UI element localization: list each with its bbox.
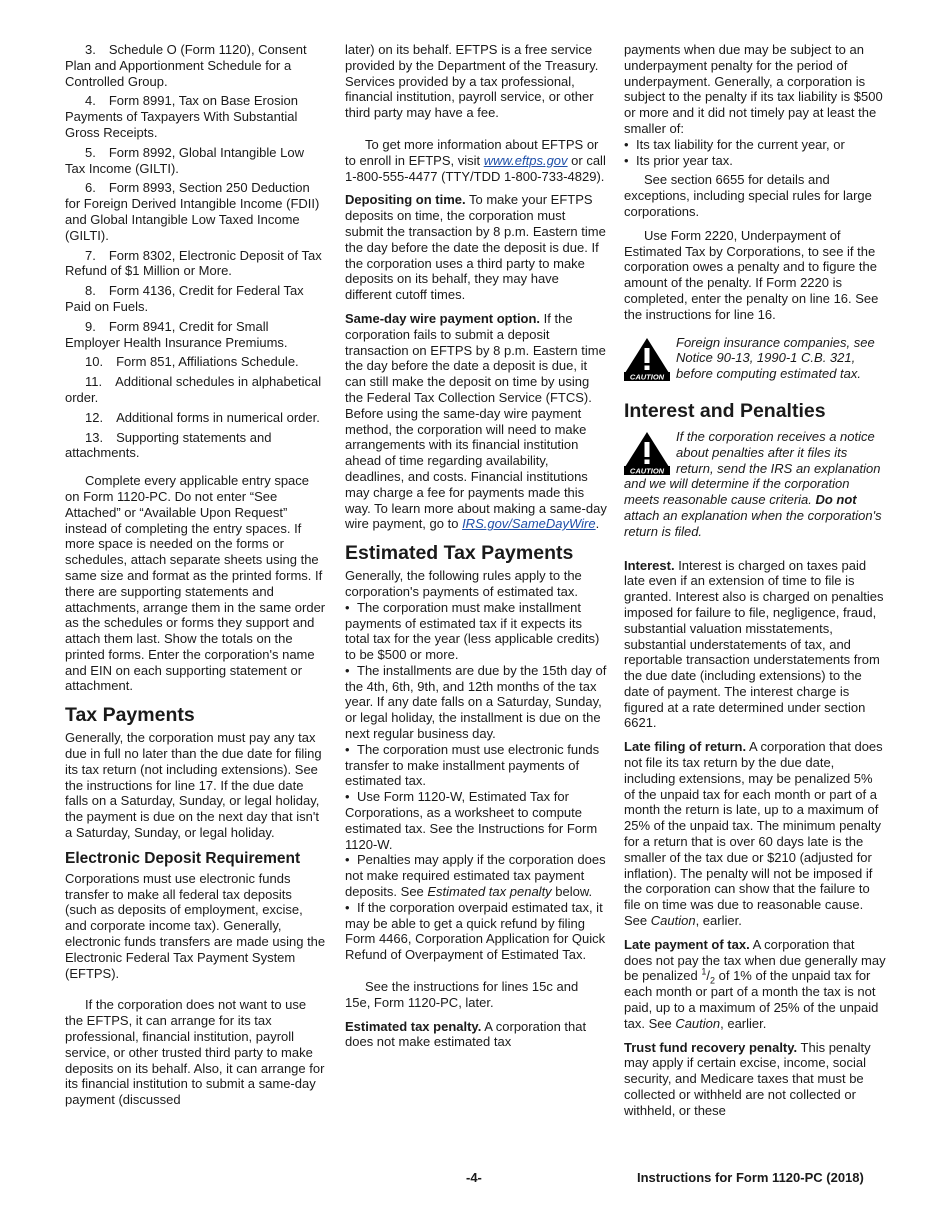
list-item — [345, 600, 607, 663]
penalty-continued-paragraph: payments when due may be subject to an underpayment penalty for the period of underpayment. Generally, a corporation is subject to the penalty if its tax liability is $500 or more and it did not timely pay at least the smaller of: — [624, 42, 883, 136]
caution-penalty-notice — [624, 429, 886, 540]
eftps-info-paragraph — [345, 137, 607, 184]
late-payment-heading: Late payment of tax. — [624, 936, 750, 952]
depositing-on-time-paragraph — [345, 192, 607, 303]
list-item — [345, 663, 607, 742]
estimated-tax-payments-heading: Estimated Tax Payments — [345, 542, 574, 565]
eftps-info-text: To get more information about EFTPS or to enroll in EFTPS, visit — [345, 136, 599, 168]
fraction-denominator: 2 — [709, 976, 715, 987]
column-2 — [345, 42, 607, 1058]
svg-text:CAUTION: CAUTION — [629, 466, 665, 475]
eftps-alternative-paragraph: If the corporation does not want to use the EFTPS, it can arrange for its tax professional, financial institution, payroll service, or other trusted third party to make deposits on its behalf. Also, it can arrange for its financial institution to submit a same-day payment (discussed — [65, 997, 325, 1108]
list-item: 6. Form 8993, Section 250 Deduction for Foreign Derived Intangible Income (FDII) and Global Intangible Low Taxed Income (GILTI). — [65, 180, 320, 243]
interest-paragraph — [624, 558, 886, 732]
complete-entry-paragraph: Complete every applicable entry space on Form 1120-PC. Do not enter “See Attached” or “Available Upon Request” instead of completing the entry spaces. If more space is needed on the forms or schedules, attach separate sheets using the same size and format as the printed forms. If there are supporting statements and attachments, arrange them in the same order as the schedules or forms they support and attach them last. Show the totals on the printed forms. Enter the corporation's name and EIN on each supporting statement or attachment. — [65, 473, 326, 694]
late-filing-paragraph — [624, 739, 886, 929]
caution-text: Foreign insurance companies, see Notice 90-13, 1990-1 C.B. 321, before computing estimated tax. — [676, 334, 875, 382]
list-item — [624, 137, 886, 153]
list-item — [624, 153, 886, 169]
column-1 — [65, 42, 327, 1116]
interest-text: Interest is charged on taxes paid late even if an extension of time to file is granted. Interest also is charged on penalties imposed for failure to file, negligence, fraud, substantial valuation misstatements, substantial understatements of tax, and reportable transaction understatements from the due date (including extensions) to the date of payment. The interest charge is figured at a rate determined under section 6621. — [624, 557, 884, 731]
interest-heading: Interest. — [624, 557, 675, 573]
eftps-continued-paragraph: later) on its behalf. EFTPS is a free service provided by the Department of the Treasury. Services provided by a tax professional, financial institution, payroll service, or other third party may have a fee. — [345, 42, 599, 121]
bullet-icon: • — [345, 662, 350, 678]
depositing-on-time-heading: Depositing on time. — [345, 192, 466, 208]
caution-text: If the corporation receives a notice about penalties after it files its return, send the IRS an explanation and we will determine if the corporation meets reasonable cause criteria. — [624, 428, 881, 508]
footer-form-title: Instructions for Form 1120-PC (2018) — [637, 1170, 864, 1185]
interest-and-penalties-heading: Interest and Penalties — [624, 399, 826, 422]
estimated-tax-penalty-text: A corporation that does not make estimated tax — [345, 1018, 587, 1050]
bullet-icon: • — [624, 152, 629, 168]
page-number: -4- — [466, 1170, 482, 1185]
list-item: 7. Form 8302, Electronic Deposit of Tax Refund of $1 Million or More. — [65, 247, 322, 279]
list-item: 13. Supporting statements and attachments. — [65, 429, 272, 461]
bullet-text-end: below. — [551, 884, 593, 900]
column-3 — [624, 42, 886, 1127]
caution-foreign-insurance — [624, 335, 886, 382]
bullet-icon: • — [345, 852, 350, 868]
depositing-on-time-text: To make your EFTPS deposits on time, the corporation must submit the transaction by 8 p.m. Eastern time the day before the date the deposit is due. If the corporation uses a third party to make deposits on its behalf, they may have different cutoff times. — [345, 192, 606, 303]
list-item — [345, 742, 607, 789]
bullet-emphasis: Estimated tax penalty — [427, 884, 552, 900]
bullet-text: Its tax liability for the current year, or — [636, 136, 845, 152]
form-2220-paragraph: Use Form 2220, Underpayment of Estimated Tax by Corporations, to see if the corporation owes a penalty and to figure the amount of the penalty. If Form 2220 is completed, enter the penalty on line 16. See the instructions for line 16. — [624, 227, 879, 322]
section-6655-paragraph: See section 6655 for details and exceptions, including special rules for large corporations. — [624, 172, 872, 219]
caution-text-end: attach an explanation when the corporation's return is filed. — [624, 507, 882, 539]
same-day-wire-period: . — [595, 516, 600, 532]
late-filing-text: A corporation that does not file its tax return by the due date, including extensions, may be penalized 5% of the unpaid tax for each month or part of a month the return is late, up to a maximum of 25% of the unpaid tax. The minimum penalty for a return that is over 60 days late is the smaller of the tax due or $210 (adjusted for inflation). The penalty will not be imposed if the corporation can show that the failure to file on time was due to reasonable cause. See — [624, 739, 883, 929]
bullet-text: Its prior year tax. — [636, 152, 733, 168]
list-item — [345, 900, 607, 963]
bullet-text: Use Form 1120-W, Estimated Tax for Corporations, as a worksheet to compute estimated tax. See the Instructions for Form 1120-W. — [345, 789, 598, 852]
late-payment-text: A corporation that does not pay the tax when due generally may be penalized — [624, 936, 886, 984]
bullet-text: The corporation must use electronic funds transfer to make installment payments of estimated tax. — [345, 741, 600, 789]
same-day-wire-heading: Same-day wire payment option. — [345, 310, 541, 326]
list-item: 11. Additional schedules in alphabetical order. — [65, 374, 322, 405]
tax-payments-paragraph: Generally, the corporation must pay any tax due in full no later than the due date for filing its tax return (not including extensions). See the instructions for line 17. If the due date falls on a Saturday, Sunday, or legal holiday, the payment is due on the next day that isn't a Saturday, Sunday, or legal holiday. — [65, 730, 322, 841]
trust-fund-heading: Trust fund recovery penalty. — [624, 1039, 798, 1055]
list-item: 3. Schedule O (Form 1120), Consent Plan and Apportionment Schedule for a Controlled Group. — [65, 42, 307, 89]
bullet-text: The corporation must make installment payments of estimated tax if it expects its total tax for the year (less applicable credits) to be $500 or more. — [345, 599, 600, 663]
list-item — [345, 789, 607, 852]
bullet-icon: • — [345, 789, 350, 805]
bullet-icon: • — [345, 741, 350, 757]
bullet-icon: • — [345, 899, 350, 915]
bullet-icon: • — [345, 599, 350, 615]
late-filing-heading: Late filing of return. — [624, 739, 747, 755]
late-payment-caution-ref: Caution — [675, 1015, 721, 1031]
electronic-deposit-heading: Electronic Deposit Requirement — [65, 849, 301, 867]
list-item — [345, 852, 607, 899]
late-payment-text-cont: of 1% of the unpaid tax for each month or part of a month the tax is not paid, up to a maximum of 25% of the unpaid tax. See — [624, 968, 879, 1031]
list-item: 12. Additional forms in numerical order. — [85, 409, 320, 425]
list-item: 9. Form 8941, Credit for Small Employer Health Insurance Premiums. — [65, 318, 288, 350]
late-payment-paragraph: Late payment of tax. A corporation that does not pay the tax when due generally may be penalized $^1/_2$ of 1% of the unpaid tax for each month or part of a month the tax is not paid, up to a maximum of 25% of the unpaid tax. See Caution, earlier. — [624, 936, 886, 1031]
same-day-wire-text: If the corporation fails to submit a deposit transaction on EFTPS by 8 p.m. Eastern time the day before the date a deposit is due, it can still make the deposit on time by using the Federal Tax Collection Service (FTCS). Before using the same-day wire payment method, the corporation will need to make arrangements with its financial institution ahead of time regarding availability, deadlines, and costs. Financial institutions may charge a fee for payments made this way. To learn more about making a same-day wire payment, go to — [345, 310, 607, 532]
caution-icon — [624, 431, 670, 475]
late-filing-end: , earlier. — [695, 913, 742, 929]
fraction-numerator: 1 — [701, 967, 707, 978]
estimated-tax-penalty-paragraph — [345, 1019, 607, 1051]
bullet-icon: • — [624, 136, 629, 152]
late-filing-caution-ref: Caution — [650, 913, 696, 929]
svg-text:CAUTION: CAUTION — [629, 372, 665, 381]
list-item: 4. Form 8991, Tax on Base Erosion Payments of Taxpayers With Substantial Gross Receipts. — [65, 93, 298, 140]
estimated-tax-penalty-heading: Estimated tax penalty. — [345, 1018, 482, 1034]
late-payment-end: , earlier. — [720, 1015, 767, 1031]
eftps-phone-text: or call 1-800-555-4477 (TTY/TDD 1-800-733-4829). — [345, 152, 606, 184]
bullet-text: Penalties may apply if the corporation does not make required estimated tax payment deposits. See — [345, 852, 606, 900]
list-item: 8. Form 4136, Credit for Federal Tax Paid on Fuels. — [65, 283, 304, 314]
tax-payments-heading: Tax Payments — [65, 704, 195, 727]
caution-emphasis: Do not — [815, 492, 857, 508]
bullet-text: The installments are due by the 15th day of the 4th, 6th, 9th, and 12th months of the tax year. If any date falls on a Saturday, Sunday, or legal holiday, the installment is due on the next regular business day. — [345, 662, 607, 742]
same-day-wire-paragraph — [345, 311, 607, 532]
list-item: 10. Form 851, Affiliations Schedule. — [85, 354, 299, 370]
bullet-text: If the corporation overpaid estimated tax, it may be able to get a quick refund by filing Form 4466, Corporation Application for Quick Refund of Overpayment of Estimated Tax. — [345, 899, 606, 963]
see-instructions-paragraph: See the instructions for lines 15c and 15e, Form 1120-PC, later. — [345, 979, 579, 1010]
eftps-link[interactable]: www.eftps.gov — [483, 152, 568, 168]
list-item: 5. Form 8992, Global Intangible Low Tax Income (GILTI). — [65, 144, 304, 176]
electronic-deposit-paragraph: Corporations must use electronic funds transfer to make all federal tax deposits (such as deposits of employment, excise, and corporate income tax). Generally, electronic funds transfers are made using the Electronic Federal Tax Payment System (EFTPS). — [65, 870, 326, 981]
estimated-tax-intro: Generally, the following rules apply to the corporation's payments of estimated tax. — [345, 568, 582, 599]
trust-fund-text: This penalty may apply if certain excise, income, social security, and Medicare taxes that must be collected or withheld are not collected or withheld, or these — [624, 1039, 871, 1118]
trust-fund-paragraph — [624, 1040, 886, 1119]
same-day-wire-link[interactable]: IRS.gov/SameDayWire — [462, 516, 596, 532]
caution-icon — [624, 337, 670, 381]
